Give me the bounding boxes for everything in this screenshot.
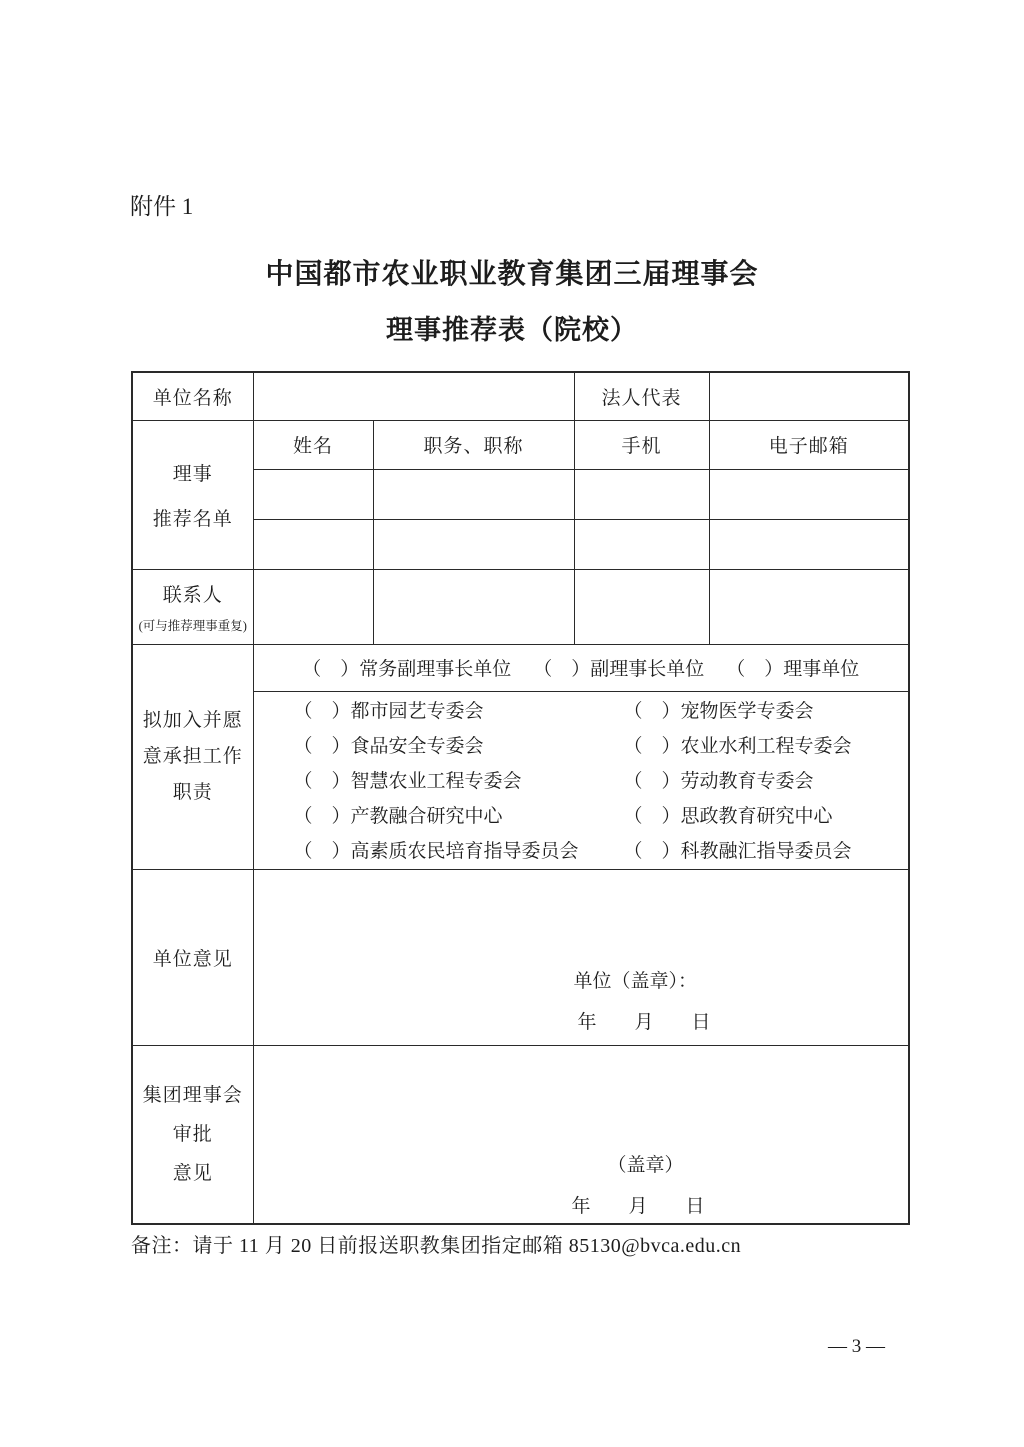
unit-opinion-body-cell[interactable] <box>253 869 909 1045</box>
trustee1-phone-cell[interactable] <box>574 469 709 519</box>
duty-row <box>132 644 909 869</box>
legal-rep-input-cell[interactable] <box>709 372 909 420</box>
committee-options-grid <box>254 692 909 869</box>
duty-label-line3: 职责 <box>172 781 213 803</box>
contact-name-cell[interactable] <box>253 569 373 644</box>
option-food-safety[interactable]: （ ）食品安全专委会 <box>293 735 484 757</box>
option-agri-water-engineering[interactable]: （ ）农业水利工程专委会 <box>623 735 852 757</box>
approval-label-line2: 审批 <box>172 1123 213 1145</box>
option-executive-vice-chair-unit[interactable]: （ ）常务副理事长单位 <box>302 659 512 680</box>
approval-row <box>132 1045 909 1224</box>
attachment-label: 附件 1 <box>130 194 194 219</box>
unit-opinion-label: 单位意见 <box>132 869 253 1045</box>
duty-label-line2: 意承担工作 <box>142 745 243 767</box>
approval-label <box>132 1045 253 1224</box>
option-urban-horticulture[interactable]: （ ）都市园艺专委会 <box>293 700 484 722</box>
unit-name-label: 单位名称 <box>132 372 253 420</box>
unit-date-text: 年 月 日 <box>577 1011 711 1033</box>
unit-name-input-cell[interactable] <box>253 372 574 420</box>
option-smart-agri-engineering[interactable]: （ ）智慧农业工程专委会 <box>293 770 522 792</box>
leadership-options-row <box>254 645 909 692</box>
contact-sublabel: (可与推荐理事重复) <box>138 618 247 633</box>
trustee2-name-cell[interactable] <box>253 519 373 569</box>
trustee2-title-cell[interactable] <box>373 519 574 569</box>
approval-body-cell[interactable] <box>253 1045 909 1224</box>
option-industry-education-research[interactable]: （ ）产教融合研究中心 <box>293 805 503 827</box>
option-science-education-committee[interactable]: （ ）科教融汇指导委员会 <box>623 840 852 862</box>
option-farmer-training-committee[interactable]: （ ）高素质农民培育指导委员会 <box>293 840 579 862</box>
contact-phone-cell[interactable] <box>574 569 709 644</box>
page-number: — 3 — <box>828 1336 885 1357</box>
option-labor-education[interactable]: （ ）劳动教育专委会 <box>623 770 814 792</box>
trustee2-phone-cell[interactable] <box>574 519 709 569</box>
trustee-header-row <box>132 420 909 469</box>
approval-label-line1: 集团理事会 <box>142 1084 243 1106</box>
option-trustee-unit[interactable]: （ ）理事单位 <box>726 659 860 680</box>
duty-label <box>132 644 253 869</box>
approval-date-text: 年 月 日 <box>571 1195 705 1217</box>
legal-rep-label: 法人代表 <box>574 372 709 420</box>
contact-label-text: 联系人 <box>162 584 223 606</box>
column-header-email: 电子邮箱 <box>709 420 909 469</box>
duty-body-cell <box>253 644 909 869</box>
option-vice-chair-unit[interactable]: （ ）副理事长单位 <box>533 659 705 680</box>
trustee1-email-cell[interactable] <box>709 469 909 519</box>
unit-seal-text: 单位（盖章）： <box>573 970 698 992</box>
duty-label-line1: 拟加入并愿 <box>142 709 243 731</box>
contact-row <box>132 569 909 644</box>
recommend-list-label-line1: 理事 <box>172 463 213 485</box>
document-subtitle: 理事推荐表（院校） <box>386 315 638 345</box>
option-pet-medicine[interactable]: （ ）宠物医学专委会 <box>623 700 814 722</box>
recommend-list-label-line2: 推荐名单 <box>152 508 233 530</box>
trustee2-email-cell[interactable] <box>709 519 909 569</box>
contact-title-cell[interactable] <box>373 569 574 644</box>
column-header-name: 姓名 <box>253 420 373 469</box>
recommendation-form-table <box>131 371 910 1225</box>
contact-label <box>132 569 253 644</box>
footer-note: 备注：请于 11 月 20 日前报送职教集团指定邮箱 85130@bvca.edu.cn <box>131 1235 742 1257</box>
approval-seal-text: （盖章） <box>607 1154 684 1176</box>
column-header-phone: 手机 <box>574 420 709 469</box>
option-ideological-education-research[interactable]: （ ）思政教育研究中心 <box>623 805 833 827</box>
approval-label-line3: 意见 <box>172 1162 213 1184</box>
unit-opinion-row <box>132 869 909 1045</box>
trustee1-title-cell[interactable] <box>373 469 574 519</box>
column-header-title: 职务、职称 <box>373 420 574 469</box>
unit-name-row <box>132 372 909 420</box>
document-title: 中国都市农业职业教育集团三届理事会 <box>265 259 759 290</box>
trustee1-name-cell[interactable] <box>253 469 373 519</box>
recommend-list-label <box>132 420 253 569</box>
contact-email-cell[interactable] <box>709 569 909 644</box>
